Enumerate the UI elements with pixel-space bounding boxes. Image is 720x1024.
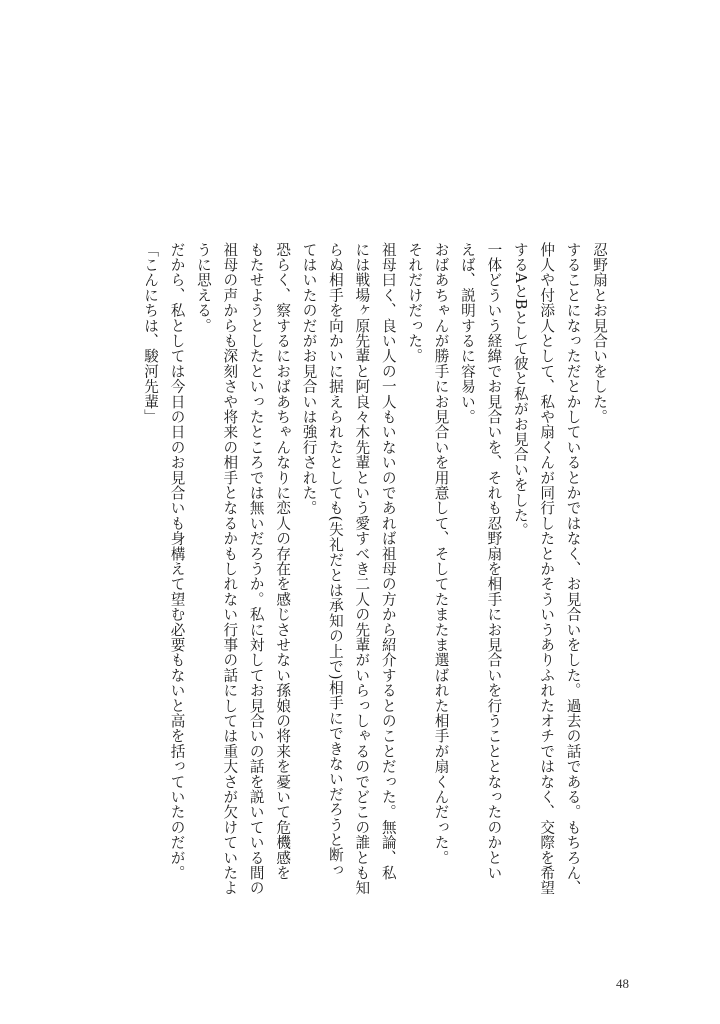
body-text-vertical [137, 242, 612, 942]
text-line: それだけだった。 [406, 242, 424, 364]
text-line: だから、私としては今日の日のお見合いも身構えて望む必要もないと高を括っていたのだが。 [168, 242, 186, 881]
text-line: 「こんにちは、駿河先輩」 [142, 242, 160, 425]
text-line: 恐らく、察するにおばあちゃんなりに恋人の存在を感じさせない孫娘の将来を憂いて危機感を [274, 242, 292, 881]
text-line: には戦場ヶ原先輩と阿良々木先輩という愛すべき二人の先輩がいらっしゃるのでどこの誰とも知 [353, 242, 371, 896]
text-line: 祖母曰く、良い人の一人もいないのであれば祖母の方から紹介するとのことだった。無論、私 [379, 242, 397, 881]
text-line: 祖母の声からも深刻さや将来の相手となるかもしれない行事の話にしては重大さが欠けていたよ [221, 242, 239, 896]
text-line: 一体どういう経緯でお見合いを、それも忍野扇を相手にお見合いを行うこととなったのかとい [485, 242, 503, 881]
text-line: おばあちゃんが勝手にお見合いを用意して、そしてたまたま選ばれた相手が扇くんだった。 [432, 242, 450, 866]
text-line: うに思える。 [194, 242, 212, 334]
text-line: 仲人や付添人として、私や扇くんが同行したとかそういうありふれたオチではなく、交際を希望 [538, 242, 556, 896]
text-line: するAとBとして彼と私がお見合いをした。 [511, 242, 529, 539]
text-line: らぬ相手を向かいに据えられたとしても(失礼だとは承知の上で)相手にできないだろうと断っ [326, 242, 344, 878]
text-line: 忍野扇とお見合いをした。 [591, 242, 608, 425]
text-line: することになっただとかしているとかではなく、お見合いをした。過去の話である。もちろん、 [564, 242, 582, 896]
text-line: てはいたのだがお見合いは強行された。 [300, 242, 318, 516]
text-line: えば、説明するに容易い。 [458, 242, 476, 425]
text-line: もたせようとしたといったところでは無いだろうか。私に対してお見合いの話を説いている間の [247, 242, 265, 896]
page-number: 48 [616, 976, 629, 991]
